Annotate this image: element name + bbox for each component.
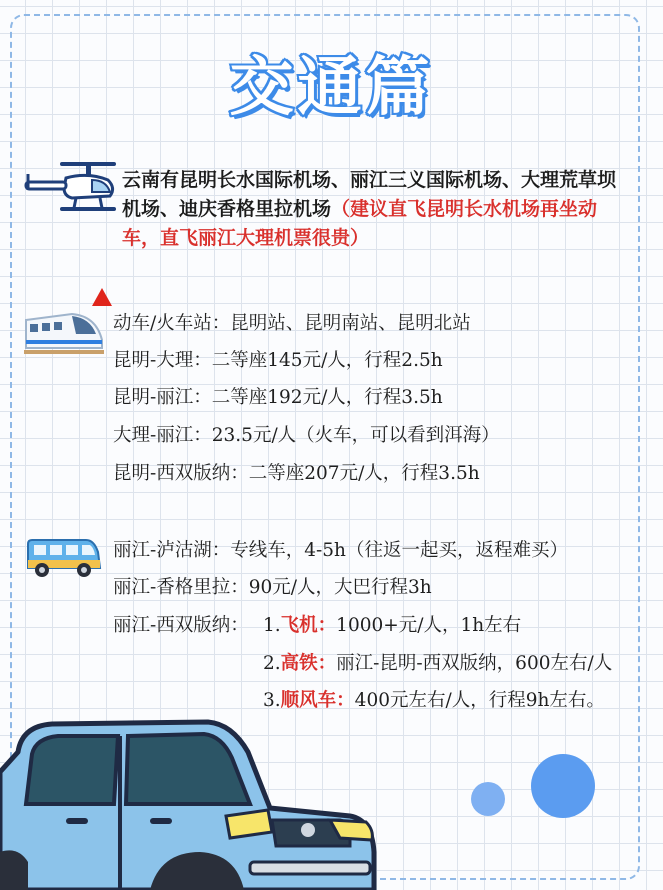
bullet-train-icon <box>22 306 104 356</box>
bus-route: 丽江-香格里拉：90元/人，大巴行程3h <box>113 577 432 598</box>
bus-route: 丽江-泸沽湖：专线车，4-5h（往返一起买，返程难买） <box>113 540 568 561</box>
helicopter-icon <box>22 158 118 220</box>
option-detail: 1000+元/人，1h左右 <box>336 615 522 636</box>
page-title: 交通篇 <box>229 51 434 125</box>
option-number: 2. <box>263 653 281 674</box>
minibus-icon <box>24 538 104 580</box>
xsbn-option-1 <box>263 611 521 637</box>
option-number: 1. <box>263 615 281 636</box>
xsbn-option-3 <box>263 686 605 712</box>
option-number: 3. <box>263 690 281 711</box>
car-illustration <box>0 712 380 890</box>
xsbn-label: 丽江-西双版纳： <box>113 615 249 636</box>
flight-info <box>122 166 632 253</box>
option-detail: 丽江-昆明-西双版纳，600左右/人 <box>336 653 613 674</box>
option-detail: 400元左右/人，行程9h左右。 <box>354 690 605 711</box>
option-mode: 高铁： <box>280 653 337 674</box>
train-route: 昆明-大理：二等座145元/人，行程2.5h <box>113 350 443 371</box>
airports-text: 云南有昆明长水国际机场、丽江三义国际机场、大理荒草坝机场、迪庆香格里拉机场 <box>122 169 617 220</box>
decor-circle-large <box>531 754 595 818</box>
option-mode: 飞机： <box>280 615 337 636</box>
decor-circle-small <box>471 782 505 816</box>
train-stations: 动车/火车站：昆明站、昆明南站、昆明北站 <box>113 313 471 334</box>
red-triangle-icon <box>92 288 112 306</box>
train-route: 昆明-西双版纳：二等座207元/人，行程3.5h <box>113 463 480 484</box>
train-route: 昆明-丽江：二等座192元/人，行程3.5h <box>113 387 443 408</box>
train-route: 大理-丽江：23.5元/人（火车，可以看到洱海） <box>113 425 500 446</box>
xsbn-option-2 <box>263 649 612 675</box>
option-mode: 顺风车： <box>280 690 355 711</box>
flight-advice: （建议直飞昆明长水机场再坐动车，直飞丽江大理机票很贵） <box>122 198 598 249</box>
